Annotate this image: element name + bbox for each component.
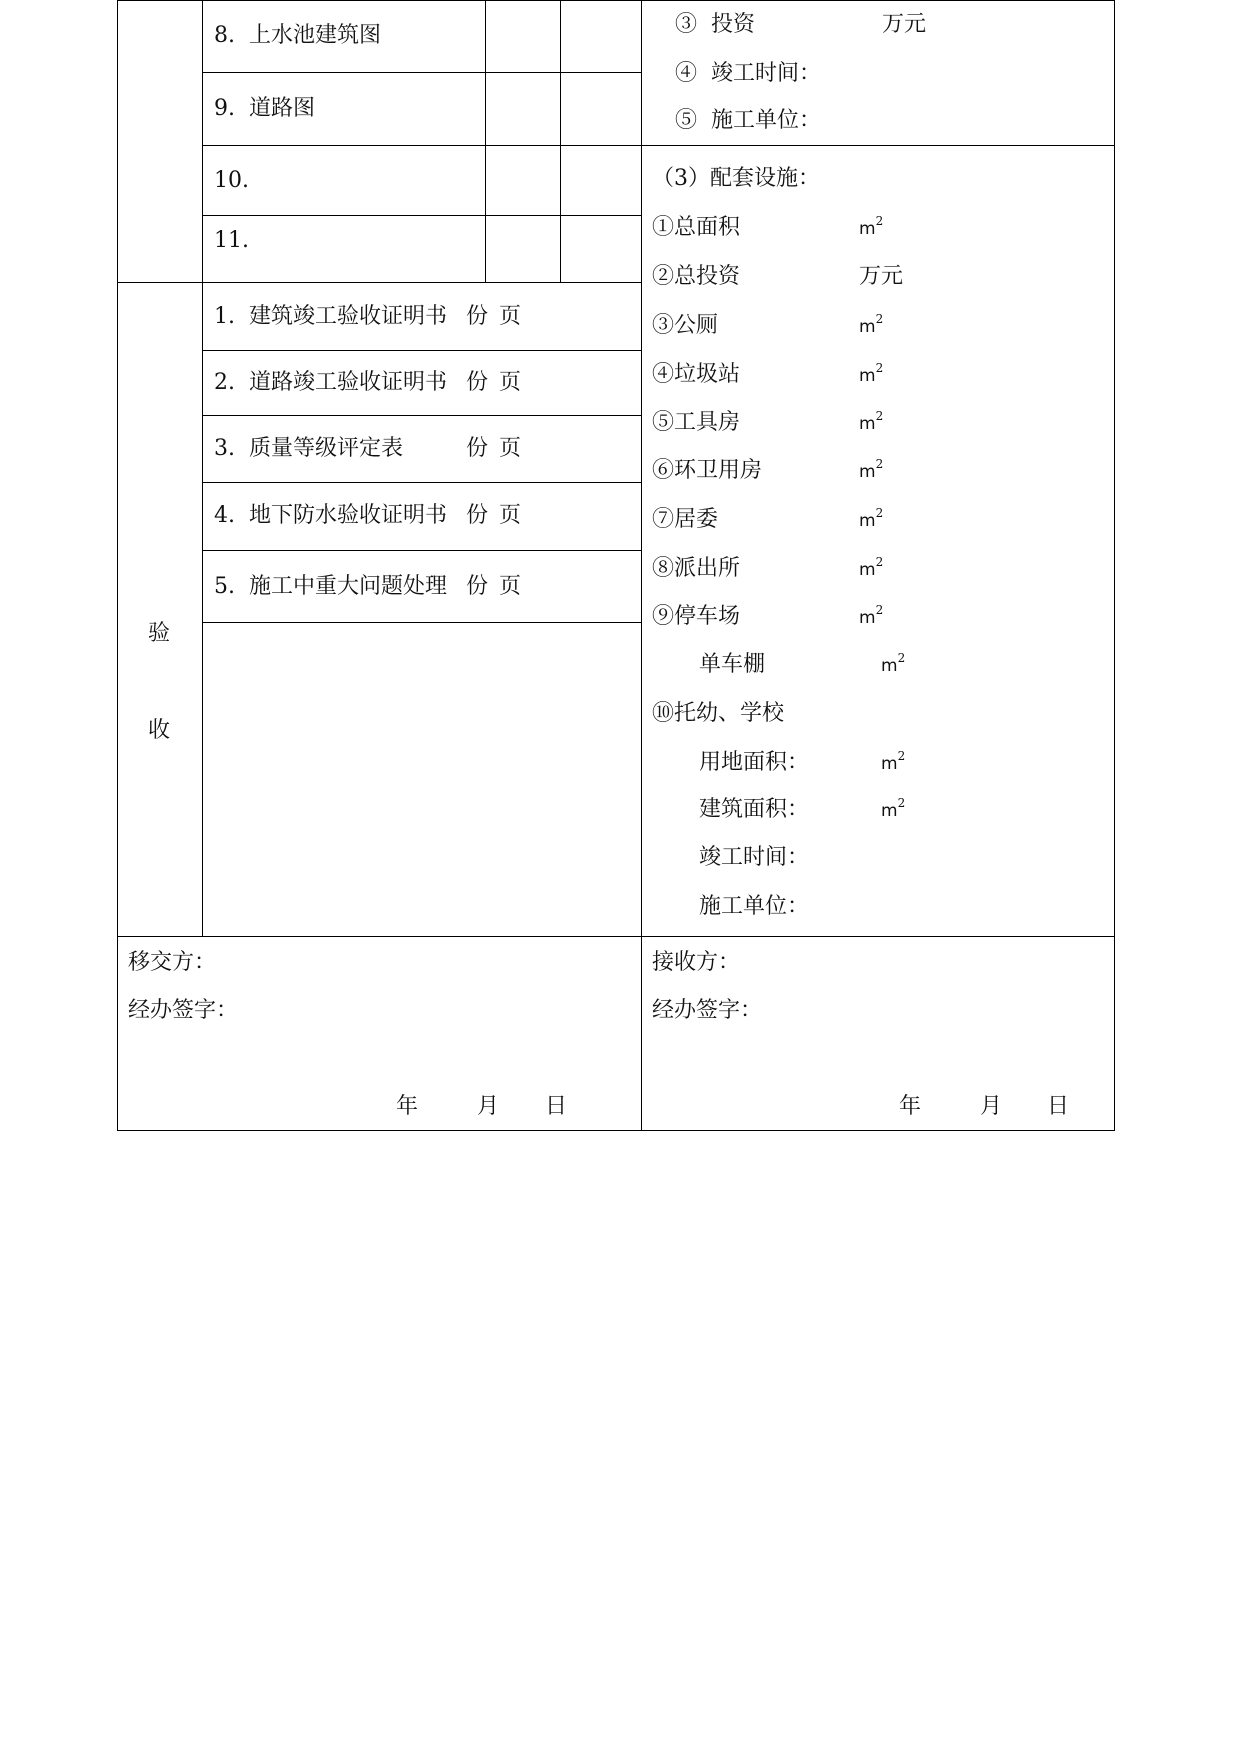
facility-unit: $m^2$ xyxy=(859,555,884,580)
facility-unit: $m^2$ xyxy=(859,361,884,386)
row-line xyxy=(202,72,642,73)
acceptance-item-copies: 份 xyxy=(466,304,489,329)
acceptance-item-copies: 份 xyxy=(466,574,489,599)
column-divider-check-1 xyxy=(485,0,486,283)
project-investment-unit: 万元 xyxy=(882,12,927,37)
acceptance-item-pages: 页 xyxy=(499,503,522,528)
acceptance-item-name: 4. 地下防水验收证明书 xyxy=(214,503,447,528)
receive-date-month: 月 xyxy=(980,1094,1003,1119)
facility-unit: $m^2$ xyxy=(881,749,906,774)
acceptance-label-top: 验 xyxy=(148,621,171,646)
facility-label: ⑩托幼、学校 xyxy=(652,701,785,726)
facility-unit: $m^2$ xyxy=(881,651,906,676)
facility-label: ③公厕 xyxy=(652,313,719,338)
table-border-right xyxy=(1114,0,1115,1131)
doc-item: 11. xyxy=(214,228,249,253)
transfer-date-month: 月 xyxy=(477,1094,500,1119)
acceptance-item-copies: 份 xyxy=(466,436,489,461)
acceptance-item-name: 3. 质量等级评定表 xyxy=(214,436,403,461)
table-border-left xyxy=(117,0,118,1131)
acceptance-item-name: 1. 建筑竣工验收证明书 xyxy=(214,304,447,329)
facility-unit: $m^2$ xyxy=(881,796,906,821)
transfer-date-year: 年 xyxy=(396,1094,419,1119)
acceptance-item-name: 2. 道路竣工验收证明书 xyxy=(214,370,447,395)
row-line xyxy=(202,215,642,216)
facility-label: ⑥环卫用房 xyxy=(652,458,763,483)
row-line xyxy=(202,415,642,416)
doc-item: 10. xyxy=(214,168,249,193)
acceptance-item-pages: 页 xyxy=(499,436,522,461)
facility-label: ⑤工具房 xyxy=(652,410,741,435)
row-line xyxy=(202,350,642,351)
facility-unit: $m^2$ xyxy=(859,457,884,482)
signoff-row-line xyxy=(117,936,1115,937)
acceptance-item-copies: 份 xyxy=(466,503,489,528)
facility-label: 施工单位： xyxy=(699,894,810,919)
facility-label: 建筑面积： xyxy=(699,797,810,822)
transfer-date-day: 日 xyxy=(545,1094,568,1119)
facility-label: 单车棚 xyxy=(699,652,766,677)
handover-form-table xyxy=(117,0,1115,1131)
facility-label: 竣工时间： xyxy=(699,845,810,870)
receive-party-label: 接收方： xyxy=(652,950,741,975)
table-border-bottom xyxy=(117,1130,1115,1131)
doc-item: 9. 道路图 xyxy=(214,96,315,121)
acceptance-item-pages: 页 xyxy=(499,370,522,395)
facility-label: ④垃圾站 xyxy=(652,362,741,387)
facility-label: ⑧派出所 xyxy=(652,556,741,581)
project-investment-label: ③ 投资 xyxy=(675,12,755,37)
table-border-top xyxy=(117,0,1115,1)
acceptance-item-copies: 份 xyxy=(466,370,489,395)
facility-label: ⑨停车场 xyxy=(652,604,741,629)
acceptance-item-pages: 页 xyxy=(499,304,522,329)
facility-label: 用地面积： xyxy=(699,750,810,775)
transfer-signature-label: 经办签字： xyxy=(128,998,239,1023)
acceptance-item-pages: 页 xyxy=(499,574,522,599)
row-line xyxy=(202,145,642,146)
facility-unit: $m^2$ xyxy=(859,506,884,531)
row-line xyxy=(202,622,642,623)
row-line xyxy=(202,482,642,483)
doc-item: 8. 上水池建筑图 xyxy=(214,23,381,48)
project-completion-label: ④ 竣工时间： xyxy=(675,61,821,86)
acceptance-item-name: 5. 施工中重大问题处理 xyxy=(214,574,447,599)
column-divider-category xyxy=(202,0,203,937)
project-contractor-label: ⑤ 施工单位： xyxy=(675,108,821,133)
facility-label: ⑦居委 xyxy=(652,507,719,532)
facility-label: ①总面积 xyxy=(652,215,741,240)
transfer-party-label: 移交方： xyxy=(128,950,217,975)
row-line xyxy=(202,550,642,551)
row-line xyxy=(117,282,642,283)
receive-signature-label: 经办签字： xyxy=(652,998,763,1023)
facility-unit: 万元 xyxy=(859,264,904,289)
facility-unit: $m^2$ xyxy=(859,603,884,628)
receive-date-day: 日 xyxy=(1047,1094,1070,1119)
facilities-heading: （3）配套设施： xyxy=(652,166,820,191)
facility-unit: $m^2$ xyxy=(859,409,884,434)
acceptance-label-bottom: 收 xyxy=(148,718,171,743)
facility-unit: $m^2$ xyxy=(859,214,884,239)
column-divider-check-2 xyxy=(560,0,561,283)
row-line xyxy=(641,145,1115,146)
receive-date-year: 年 xyxy=(899,1094,922,1119)
column-divider-main xyxy=(641,0,642,1131)
facility-label: ②总投资 xyxy=(652,264,741,289)
facility-unit: $m^2$ xyxy=(859,312,884,337)
